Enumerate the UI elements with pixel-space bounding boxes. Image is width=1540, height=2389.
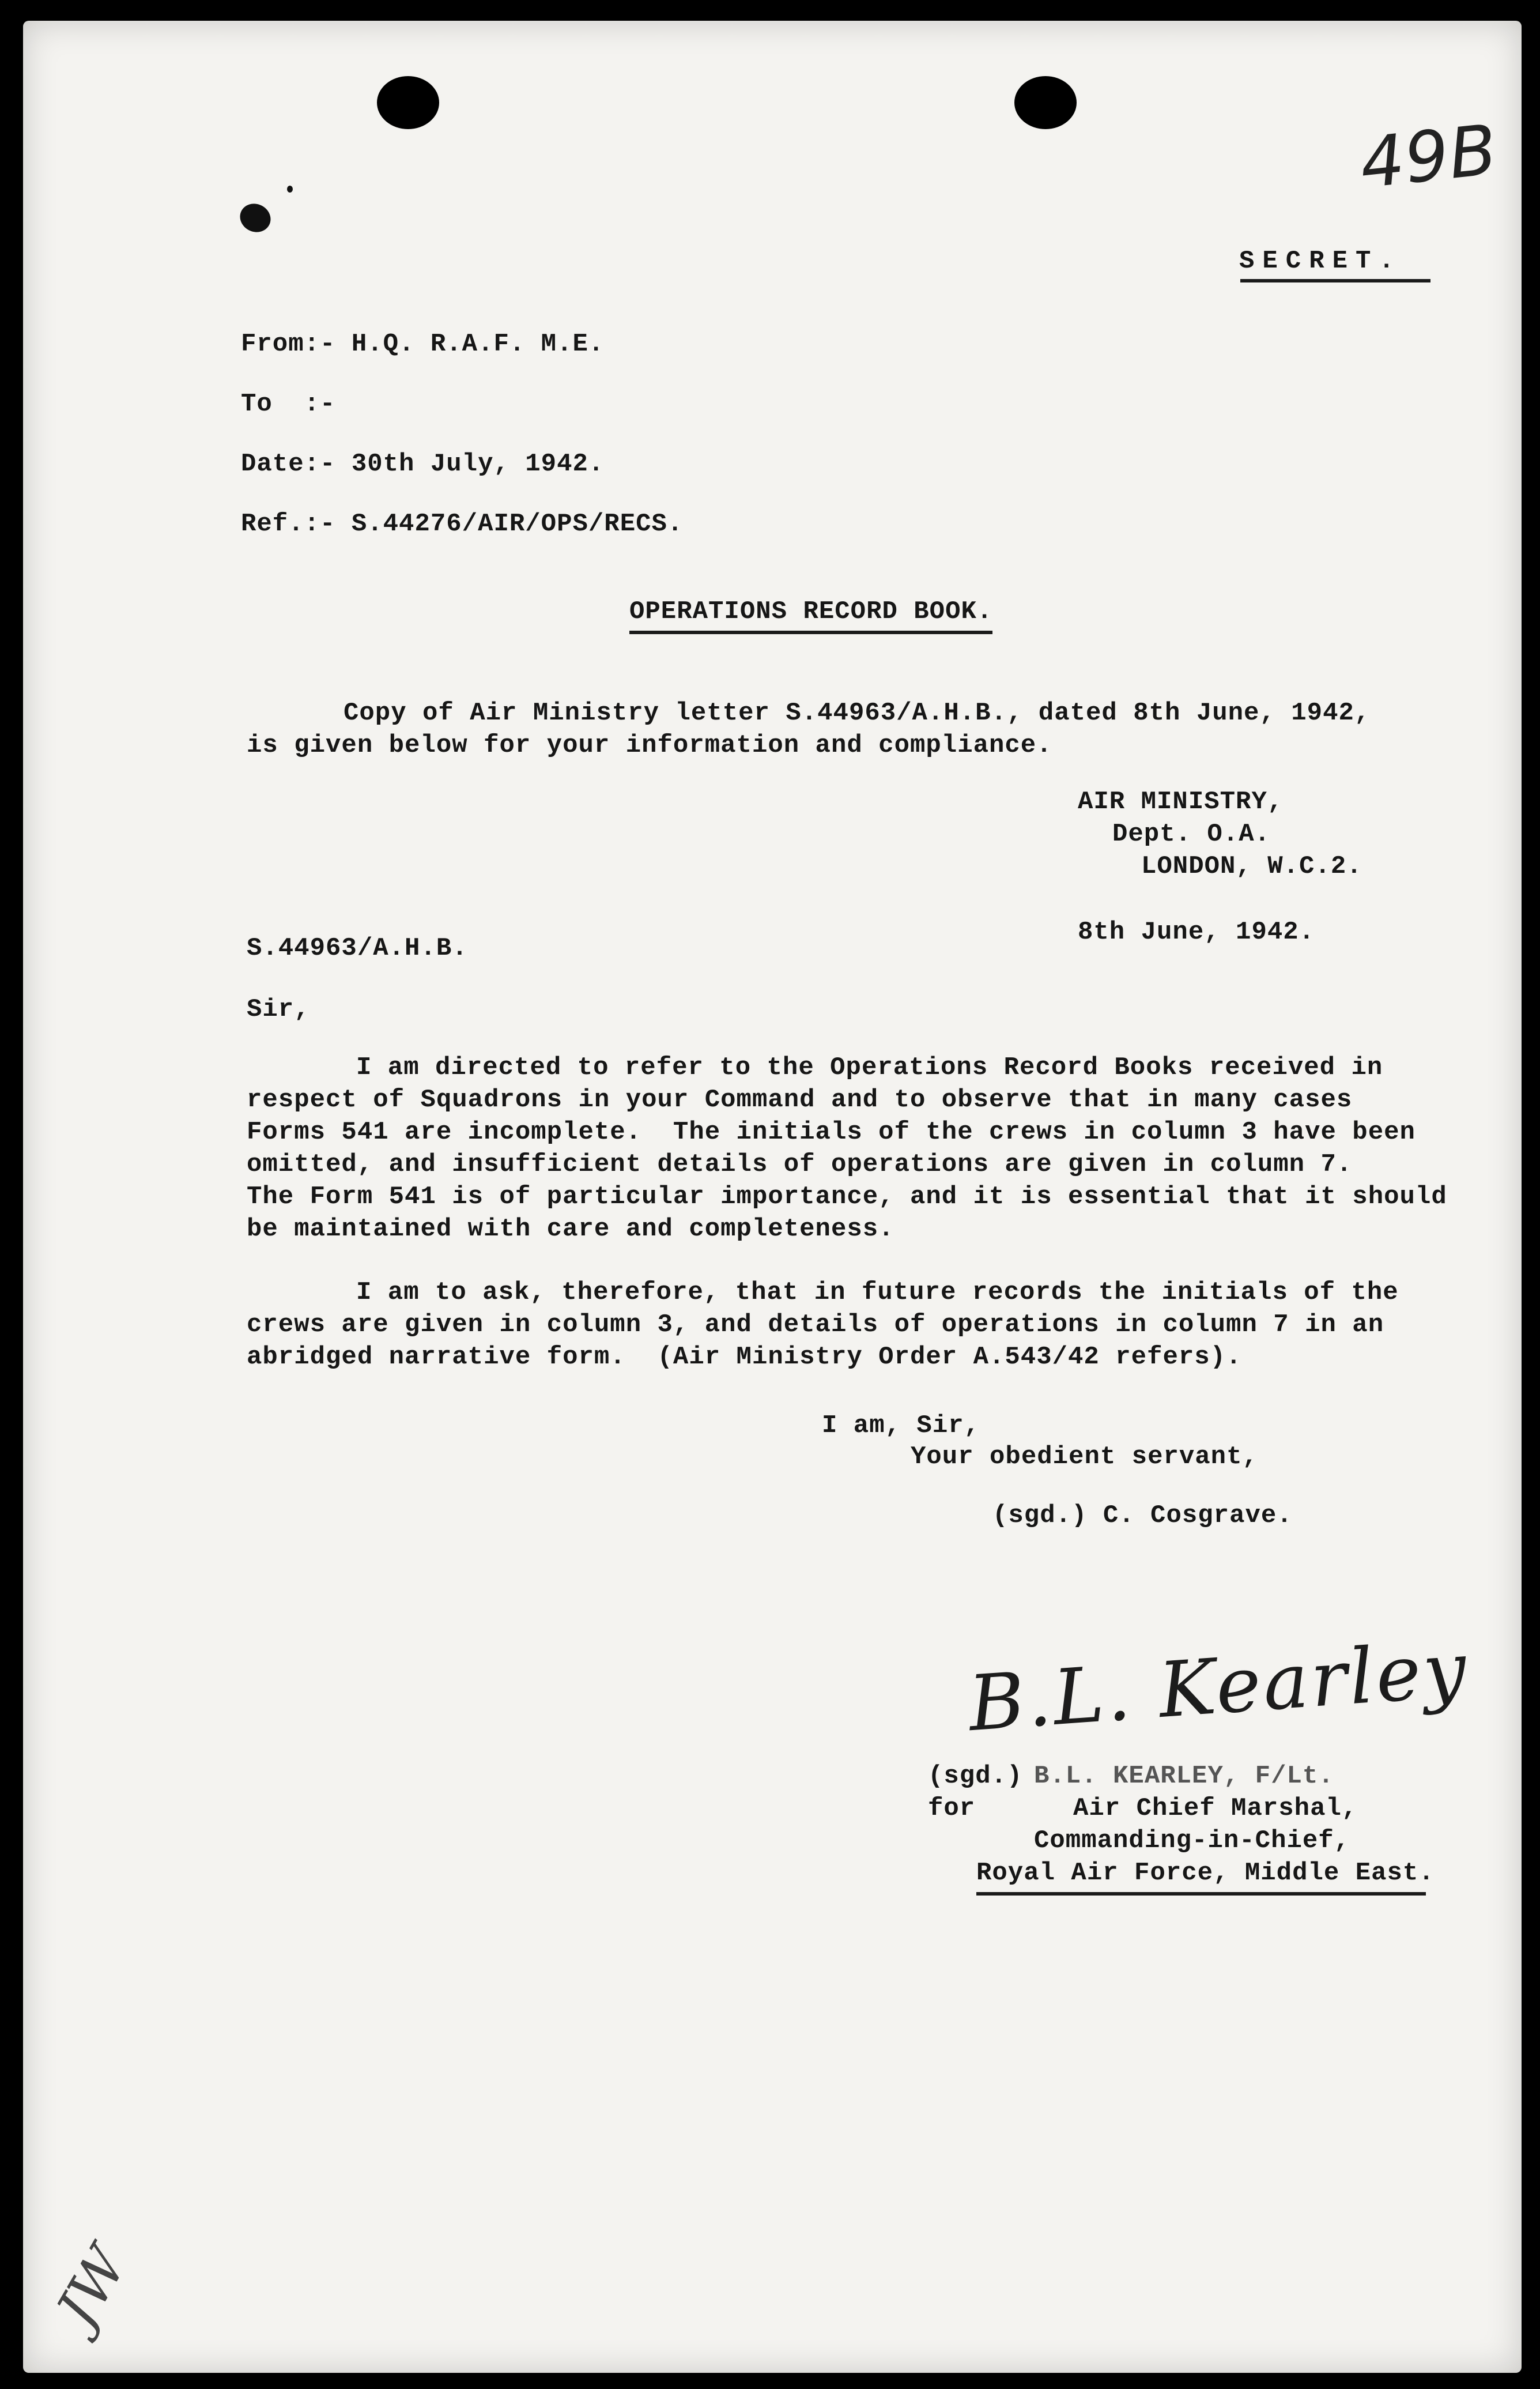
signature-title-3: Royal Air Force, Middle East. [976,1859,1435,1887]
paragraph-1-line-1: I am directed to refer to the Operations Record Books received in [356,1053,1383,1082]
ink-blot-small [287,186,293,193]
classification-underline [1240,279,1430,282]
ref-line: Ref.:- S.44276/AIR/OPS/RECS. [241,510,684,538]
signature-for: for [928,1794,976,1823]
closing-signed: (sgd.) C. Cosgrave. [992,1501,1293,1530]
document-title: OPERATIONS RECORD BOOK. [629,597,993,626]
address-line-2: Dept. O.A. [1112,820,1271,849]
letter-reference: S.44963/A.H.B. [247,934,468,963]
document-page [23,21,1522,2373]
punch-hole-right [1014,76,1077,129]
intro-line-2: is given below for your information and compliance. [247,731,1052,760]
intro-line-1: Copy of Air Ministry letter S.44963/A.H.B., dated 8th June, 1942, [344,699,1371,728]
signature-title-1: Air Chief Marshal, [1073,1794,1358,1823]
to-line: To :- [241,390,336,419]
address-line-3: LONDON, W.C.2. [1141,852,1362,881]
from-line: From:- H.Q. R.A.F. M.E. [241,330,605,359]
paragraph-1-line-2: respect of Squadrons in your Command and to observe that in many cases [247,1086,1353,1114]
handwritten-signature: B.L. Kearley [965,1625,1471,1749]
ink-blot [235,199,275,237]
letter-date: 8th June, 1942. [1078,918,1315,947]
signature-underline [976,1892,1426,1896]
paragraph-1-line-4: omitted, and insufficient details of operations are given in column 7. [247,1150,1353,1179]
closing-line-2: Your obedient servant, [911,1442,1258,1471]
signature-name: B.L. KEARLEY, F/Lt. [1034,1762,1334,1791]
classification-label: SECRET. [1239,247,1402,276]
date-line: Date:- 30th July, 1942. [241,450,605,478]
title-underline [629,631,992,634]
salutation: Sir, [247,995,310,1024]
signature-title-2: Commanding-in-Chief, [1034,1826,1350,1855]
folio-number: 49B [1356,110,1501,205]
paragraph-2-line-1: I am to ask, therefore, that in future records the initials of the [356,1278,1399,1307]
paragraph-2-line-3: abridged narrative form. (Air Ministry Order A.543/42 refers). [247,1343,1242,1371]
paragraph-1-line-5: The Form 541 is of particular importance, and it is essential that it should [247,1182,1447,1211]
paragraph-1-line-6: be maintained with care and completeness. [247,1215,894,1244]
corner-initials: JW [44,2235,140,2338]
closing-line-1: I am, Sir, [822,1411,980,1440]
paragraph-2-line-2: crews are given in column 3, and details of operations in column 7 in an [247,1310,1384,1339]
signature-sgd: (sgd.) [928,1762,1023,1791]
punch-hole-left [377,76,439,129]
address-line-1: AIR MINISTRY, [1078,787,1284,816]
paragraph-1-line-3: Forms 541 are incomplete. The initials of the crews in column 3 have been [247,1118,1416,1147]
